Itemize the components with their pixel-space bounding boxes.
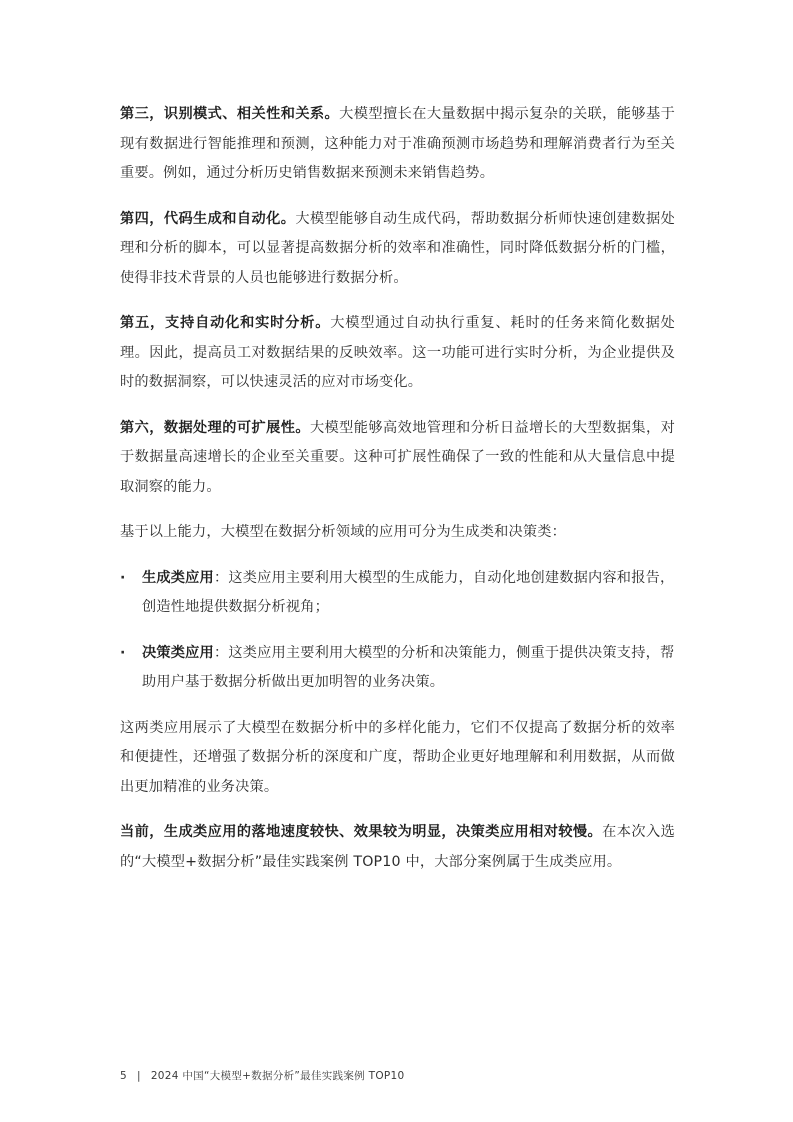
paragraph-intro: 基于以上能力，大模型在数据分析领域的应用可分为生成类和决策类： [120,524,567,540]
paragraph-body: 大模型擅长在大量数据中揭示复杂的关联，能够基于现有数据进行智能推理和预测，这种能力对于准确预测市场趋势和理解消费者行为至关重要。例如，通过分析历史销售数据来预测未来销售趋势。 [120,106,675,181]
bullet-body: ：这类应用主要利用大模型的分析和决策能力，侧重于提供决策支持，帮助用户基于数据分析做出更加明智的业务决策。 [142,644,675,690]
paragraph-lead: 第四，代码生成和自动化。 [120,210,296,227]
paragraph-body: 大模型能够自动生成代码，帮助数据分析师快速创建数据处理和分析的脚本，可以显著提高数据分析的效率和准确性，同时降低数据分析的门槛，使得非技术背景的人员也能够进行数据分析。 [120,210,676,286]
paragraph-sixth [120,414,675,503]
paragraph-summary: 这两类应用展示了大模型在数据分析中的多样化能力，它们不仅提高了数据分析的效率和便捷性，还增强了数据分析的深度和广度，帮助企业更好地理解和利用数据，从而做出更加精准的业务决策。 [120,719,675,795]
paragraph-third [120,100,675,189]
bullet-body: ：这类应用主要利用大模型的生成能力，自动化地创建数据内容和报告，创造性地提供数据分析视角； [142,569,675,615]
list-item-generative [120,564,675,623]
bullet-term: 生成类应用 [142,569,214,586]
paragraph-body: 在本次入选的“大模型+数据分析”最佳实践案例 TOP10 中，大部分案例属于生成类应用。 [120,824,675,870]
paragraph-fifth [120,309,675,398]
bullet-term: 决策类应用 [142,644,214,661]
footer-separator: | [136,1070,141,1082]
bullet-marker: · [120,644,126,661]
paragraph-lead: 第五，支持自动化和实时分析。 [120,315,331,331]
paragraph-fourth [120,205,675,294]
bullet-marker: · [120,569,126,586]
paragraph-body: 大模型能够高效地管理和分析日益增长的大型数据集，对于数据量高速增长的企业至关重要。这种可扩展性确保了一致的性能和从大量信息中提取洞察的能力。 [120,419,675,495]
paragraph-lead: 第六，数据处理的可扩展性。 [120,419,310,436]
footer-title: 2024 中国“大模型+数据分析”最佳实践案例 TOP10 [150,1070,405,1082]
paragraph-lead: 第三，识别模式、相关性和关系。 [120,106,340,122]
paragraph-body: 大模型通过自动执行重复、耗时的任务来简化数据处理。因此，提高员工对数据结果的反映效率。这一功能可进行实时分析，为企业提供及时的数据洞察，可以快速灵活的应对市场变化。 [120,315,675,390]
list-item-decision [120,639,675,698]
paragraph-lead: 当前，生成类应用的落地速度较快、效果较为明显，决策类应用相对较慢。 [120,824,603,840]
page-number: 5 [120,1070,127,1082]
body-text [120,100,675,893]
page-footer [120,1068,404,1083]
paragraph-current [120,818,675,877]
